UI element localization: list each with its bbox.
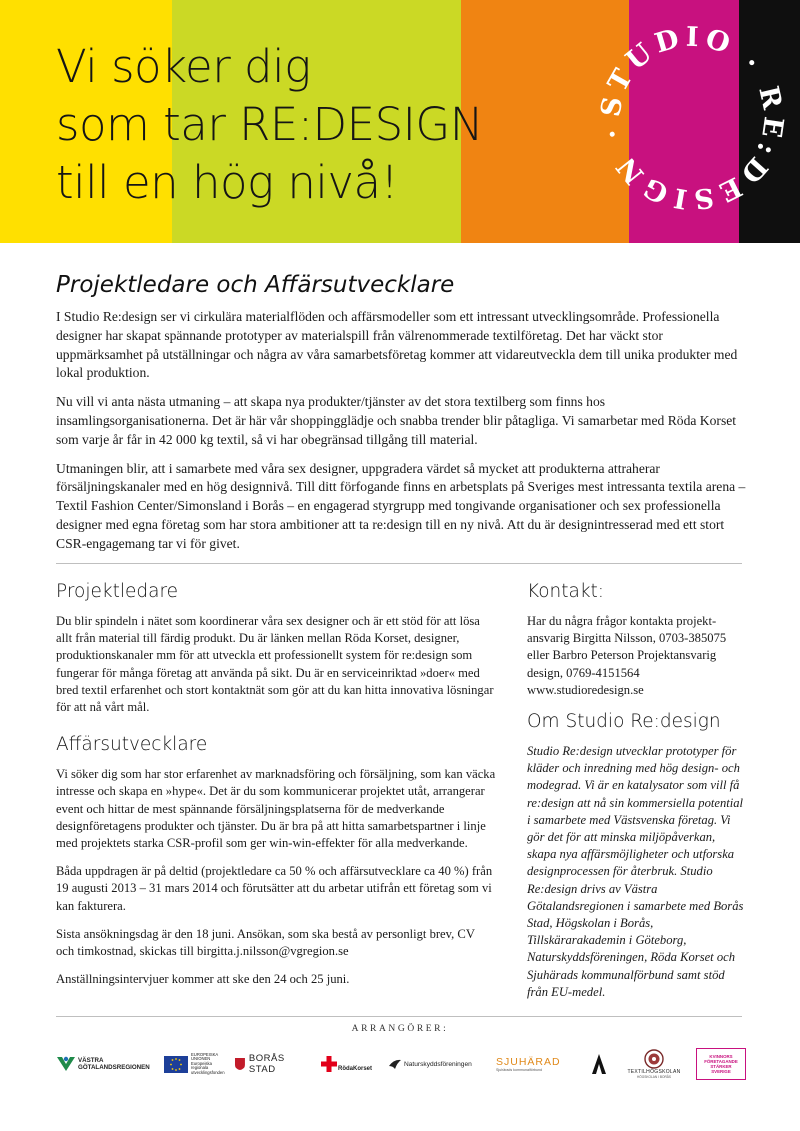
right-column — [527, 580, 747, 1012]
intro-paragraph-2: Nu vill vi anta nästa utmaning – att skapa nya produkter/tjänster av det stora textilberg som finns hos insamlingsorganisationerna. Det är här vår shoppingglädje och snabba trender blir påtagliga. Vi samarbetar med Röda Korset som varje år får in 42 000 kg textil, så vi har obegränsad tillgång till material. — [56, 394, 737, 447]
textilhogskolan-subtext: HÖGSKOLAN I BORÅS — [636, 1075, 671, 1079]
naturskydd-text: Naturskyddsföreningen — [404, 1060, 472, 1068]
eu-line-1: EUROPEISKA — [191, 1051, 219, 1057]
organizers-label: ARRANGÖRER: — [351, 1024, 449, 1034]
textilhogskolan-logo — [622, 1044, 686, 1084]
headline-line-3: till en hög nivå! — [56, 156, 399, 209]
headline-line-2: som tar RE:DESIGN — [56, 98, 483, 151]
headline — [56, 38, 616, 212]
headline-line-1: Vi söker dig — [56, 40, 311, 93]
eu-line-5: utvecklingsfonden — [191, 1069, 225, 1075]
boras-text: BORÅS STAD — [248, 1053, 285, 1075]
eu-flag-icon — [164, 1056, 188, 1073]
kvinnors-line-2: FÖRETAGANDE — [704, 1058, 738, 1064]
roda-korset-logo — [321, 1044, 379, 1084]
eu-logo — [164, 1044, 228, 1084]
vgr-mark-icon — [56, 1055, 76, 1073]
website-link[interactable]: www.studioredesign.se — [527, 682, 644, 697]
kvinnors-line-3: STÄRKER — [710, 1064, 732, 1069]
kvinnors-foretagande-logo — [696, 1048, 746, 1080]
sjuharad-text: SJUHÄRAD — [496, 1056, 561, 1068]
om-heading: Om Studio Re:design — [527, 711, 721, 733]
kontakt-text: Har du några frågor kontakta projektansvarig Birgitta Nilsson, 0703-385075 eller Barbro Peterson Projektansvarig design, 0769-4151564 — [527, 614, 727, 680]
ansokan-text: Sista ansökningsdag är den 18 juni. Ansökan, som ska bestå av personligt brev, CV och timkostnad, skickas till birgitta.j.nilsson@vgregion.se — [56, 926, 475, 959]
bird-icon — [388, 1057, 402, 1071]
eu-line-4: regionala — [191, 1065, 209, 1071]
eu-line-3: Europeiska — [191, 1060, 212, 1066]
vgr-line-1: VÄSTRA — [78, 1057, 104, 1064]
red-cross-icon — [321, 1056, 337, 1072]
intervju-text: Anställningsintervjuer kommer att ske den 24 och 25 juni. — [56, 972, 350, 987]
logo-ring-text: STUDIO · RE:DESIGN · — [595, 21, 789, 215]
om-text: Studio Re:design utvecklar prototyper för kläder och inredning med hög design- och modegrad. Vi är en katalysator som vill få re:design att nå sin kommersiella potential i samarbete med Västsvenska företag. Vi gör det för att minska miljöpåverkan, skapa nya affärsmöjligheter och utforska designprocessen för återbruk. Studio Re:design drivs av Västra Götalandsregionen i samarbete med Borås Stad, Högskolan i Borås, Tillskärarakademin i Göteborg, Naturskyddsföreningen, Röda Korset och Sjuhärads kommunalförbund samt stöd från EU-medel. — [527, 744, 744, 999]
vgr-logo — [56, 1044, 156, 1084]
roda-korset-text: RödaKorset — [338, 1066, 373, 1072]
affarsutvecklare-text: Vi söker dig som har stor erfarenhet av marknadsföring och försäljning, som kan väcka intresse och skapa en »hype«. Det är du som kommunicerar projektet utåt, arrangerar event och hittar de mest spännande försäljningsplatserna för de medverkande designföretagens produkter och tjänster. Du är bra på att hitta samarbetspartner i linje med projektets starka CSR-profil som ger win-win-effekter för alla medverkande. — [56, 767, 496, 851]
tillskararakademin-logo — [591, 1044, 611, 1084]
intro-paragraph-1: I Studio Re:design ser vi cirkulära materialflöden och affärsmodeller som ett intressant utvecklingsområde. Professionella designer har skapat spännande prototyper av materialspill från välrenommerade textilföretag. Det har väckt stor uppmärksamhet på utställningar och några av våra samarbetsföretag kommer att vidareutveckla dem till unika produkter med lokal produktion. — [56, 309, 738, 381]
kontakt-heading: Kontakt: — [527, 581, 605, 602]
kvinnors-line-1: KVINNORS — [709, 1053, 733, 1059]
intro-paragraph-3: Utmaningen blir, att i samarbete med våra sex designer, uppgradera värdet så mycket att produkterna attraherar försäljningskanaler med en hög designnivå. Till ditt förfogande finns en arbetsplats på Sveriges mest intressanta textila arena – Textil Fashion Center/Simonsland i Borås – en engagerad styrgrupp med tongivande organisationer och sex professionella designer med egna företag som har stora ambitioner att ta re:design till en ny nivå. Att du är designintresserad med ett stort CSR-engagemang tar vi för givet. — [56, 460, 746, 551]
boras-shield-icon — [234, 1057, 246, 1071]
kvinnors-line-4: SVERIGE — [711, 1069, 731, 1075]
seal-icon — [644, 1049, 664, 1069]
intro-section — [56, 308, 746, 564]
deltid-text: Båda uppdragen är på deltid (projektledare ca 50 % och affärsutvecklare ca 40 %) från 19 augusti 2013 – 31 mars 2014 och förutsätter att du arbetar utifrån ett företag som vi kan fakturera. — [56, 864, 493, 913]
divider-top — [56, 563, 742, 564]
projektledare-text: Du blir spindeln i nätet som koordinerar våra sex designer och är ett stöd för att lösa allt från material till färdig produkt. Du är länken mellan Röda Korset, designer, produktionskanaler mm för att utveckla ett professionellt system för re:design som fungerar för många företag att använda på sikt. Du är en serviceinriktad »doer« med bred textil erfarenhet och stort kontaktnät som gör att du kan hitta innovativa lösningar för att nå vårt mål. — [56, 614, 494, 715]
triangle-a-icon — [591, 1053, 607, 1075]
sjuharad-subtext: Sjuhärads kommunalförbund — [496, 1068, 542, 1072]
sjuharad-logo — [496, 1044, 580, 1084]
divider-bottom — [56, 1016, 742, 1017]
eu-line-2: UNIONEN — [191, 1056, 211, 1062]
projektledare-heading: Projektledare — [56, 581, 179, 602]
job-title: Projektledare och Affärsutvecklare — [56, 272, 455, 298]
left-column — [56, 580, 496, 999]
textilhogskolan-text: TEXTILHÖGSKOLAN — [627, 1069, 681, 1075]
boras-stad-logo — [234, 1044, 314, 1084]
studio-redesign-logo — [592, 18, 792, 218]
naturskydd-logo — [388, 1044, 488, 1084]
organizer-logos — [56, 1044, 746, 1084]
affarsutvecklare-heading: Affärsutvecklare — [56, 734, 208, 756]
svg-text:STUDIO · RE:DESIGN · — [595, 22, 789, 215]
vgr-line-2: GÖTALANDSREGIONEN — [78, 1064, 150, 1071]
